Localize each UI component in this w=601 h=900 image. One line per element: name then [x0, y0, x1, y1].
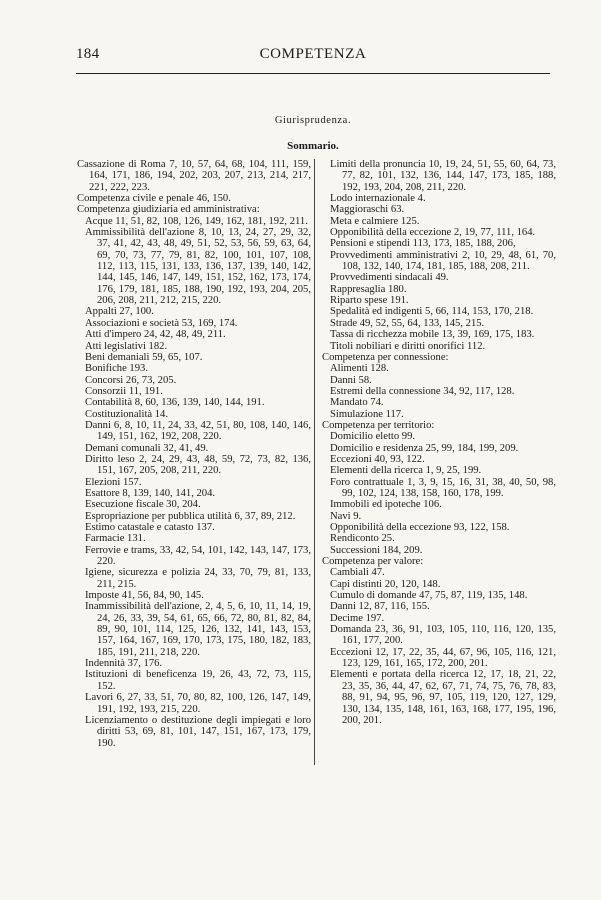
- index-entry: Farmacie 131.: [85, 533, 146, 545]
- index-entry: Atti legislativi 182.: [85, 340, 168, 352]
- left-column: [77, 159, 311, 749]
- index-entry: Beni demaniali 59, 65, 107.: [85, 351, 203, 363]
- column-divider: [314, 159, 315, 765]
- index-entry: Eccezioni 12, 17, 22, 35, 44, 67, 96, 105, 116, 121, 123, 129, 161, 165, 172, 200, 201.: [330, 646, 556, 670]
- index-entry: Alimenti 128.: [330, 363, 389, 375]
- index-entry: Associazioni e società 53, 169, 174.: [85, 317, 238, 329]
- index-entry: Meta e calmiere 125.: [330, 215, 420, 227]
- index-entry: Diritto leso 2, 24, 29, 43, 48, 59, 72, 73, 82, 136, 151, 167, 205, 208, 211, 220.: [85, 453, 311, 477]
- index-entry: Esattore 8, 139, 140, 141, 204.: [85, 487, 216, 499]
- index-entry: Esecuzione fiscale 30, 204.: [85, 499, 201, 511]
- index-entry: Ammissibilità dell'azione 8, 10, 13, 24, 27, 29, 32, 37, 41, 42, 43, 48, 49, 51, 52, 53, 56, 59, 63, 64, 69, 70, 73, 77, 79, 81, 82, 100, 101, 107, 108, 112, 113, 115, 131, 133, 136, 137, 139, 140, 142, 144, 145, 146, 147, 149, 151, 152, 162, 173, 174, 176, 179, 181, 185, 188, 190, 192, 193, 204, 205, 206, 208, 211, 212, 215, 220.: [85, 227, 311, 307]
- index-entry: Navi 9.: [330, 510, 362, 522]
- index-entry: Bonifiche 193.: [85, 363, 148, 375]
- index-entry: Capi distinti 20, 120, 148.: [330, 578, 441, 590]
- index-entry: Danni 58.: [330, 374, 372, 386]
- index-entry: Elementi della ricerca 1, 9, 25, 199.: [330, 465, 482, 477]
- index-entry: Opponibilità della eccezione 93, 122, 158.: [330, 522, 510, 533]
- index-heading: Competenza giudiziaria ed amministrativa:: [77, 204, 260, 216]
- index-entry: Provvedimenti amministrativi 2, 10, 29, 48, 61, 70, 108, 132, 140, 174, 181, 185, 188, 208, 211.: [330, 249, 556, 273]
- index-entry: Eccezioni 40, 93, 122.: [330, 453, 425, 465]
- index-entry: Domicilio eletto 99.: [330, 431, 416, 443]
- index-entry: Appalti 27, 100.: [85, 306, 154, 318]
- index-entry: Concorsi 26, 73, 205.: [85, 374, 177, 386]
- index-entry: Acque 11, 51, 82, 108, 126, 149, 162, 181, 192, 211.: [85, 215, 308, 227]
- index-entry: Lavori 6, 27, 33, 51, 70, 80, 82, 100, 126, 147, 149, 191, 192, 193, 215, 220.: [85, 692, 311, 715]
- index-entry: Maggioraschi 63.: [330, 204, 405, 216]
- index-entry: Indennità 37, 176.: [85, 658, 163, 670]
- index-entry: Elementi e portata della ricerca 12, 17, 18, 21, 22, 23, 35, 36, 44, 47, 62, 67, 71, 74, 75, 76, 78, 83, 88, 91, 94, 95, 96, 97, 105, 119, 120, 127, 129, 130, 134, 135, 148, 161, 163, 168, 177, 195, 196, 200, 201.: [330, 669, 556, 726]
- index-entry: Tassa di ricchezza mobile 13, 39, 169, 175, 183.: [330, 329, 535, 341]
- index-entry: Riparto spese 191.: [330, 295, 409, 307]
- index-entry: Lodo internazionale 4.: [330, 193, 426, 205]
- sommario-title: Sommario.: [287, 140, 339, 152]
- index-entry: Espropriazione per pubblica utilità 6, 37, 89, 212.: [85, 510, 296, 522]
- index-entry: Contabilità 8, 60, 136, 139, 140, 144, 191.: [85, 397, 265, 409]
- index-entry: Limiti della pronuncia 10, 19, 24, 51, 55, 60, 64, 73, 77, 82, 101, 132, 136, 144, 147, 173, 185, 188, 192, 193, 204, 208, 211, 220.: [330, 159, 556, 193]
- index-heading: Competenza civile e penale 46, 150.: [77, 193, 231, 205]
- index-entry: Strade 49, 52, 55, 64, 133, 145, 215.: [330, 317, 485, 329]
- index-entry: Cambiali 47.: [330, 567, 385, 579]
- index-entry: Provvedimenti sindacali 49.: [330, 272, 449, 284]
- index-entry: Inammissibilità dell'azione, 2, 4, 5, 6, 10, 11, 14, 19, 24, 26, 33, 39, 54, 61, 65, 66, 72, 80, 81, 82, 84, 89, 90, 101, 114, 125, 126, 132, 141, 143, 153, 157, 164, 167, 169, 170, 173, 175, 180, 182, 183, 185, 191, 211, 218, 220.: [85, 601, 311, 658]
- header-rule: [76, 73, 550, 74]
- index-entry: Immobili ed ipoteche 106.: [330, 499, 442, 511]
- index-entry: Opponibilità della eccezione 2, 19, 77, 111, 164.: [330, 227, 536, 239]
- index-entry: Cumulo di domande 47, 75, 87, 119, 135, 148.: [330, 590, 528, 602]
- index-entry: Costituzionalità 14.: [85, 408, 168, 420]
- index-entry: Pensioni e stipendi 113, 173, 185, 188, 206,: [330, 238, 516, 250]
- index-entry: Titoli nobiliari e diritti onorifici 112.: [330, 340, 486, 352]
- index-entry: Estremi della connessione 34, 92, 117, 128.: [330, 385, 515, 397]
- section-title: Giurisprudenza.: [274, 115, 352, 126]
- index-entry: Igiene, sicurezza e polizia 24, 33, 70, 79, 81, 133, 211, 215.: [85, 567, 311, 590]
- index-entry: Mandato 74.: [330, 397, 384, 409]
- index-entry: Successioni 184, 209.: [330, 544, 423, 556]
- index-entry: Ferrovie e trams, 33, 42, 54, 101, 142, 143, 147, 173, 220.: [85, 544, 311, 568]
- index-entry: Decime 197.: [330, 612, 385, 624]
- index-heading: Competenza per territorio:: [322, 419, 435, 431]
- index-entry: Simulazione 117.: [330, 408, 404, 420]
- index-entry: Domanda 23, 36, 91, 103, 105, 110, 116, 120, 135, 161, 177, 200.: [330, 624, 556, 647]
- index-entry: Elezioni 157.: [85, 476, 142, 488]
- index-entry: Rappresaglia 180.: [330, 283, 407, 295]
- index-entry: Foro contrattuale 1, 3, 9, 15, 16, 31, 38, 40, 50, 98, 99, 102, 124, 138, 158, 160, 178, 199.: [330, 476, 556, 499]
- page-number: 184: [76, 46, 100, 62]
- running-title: COMPETENZA: [259, 46, 367, 62]
- index-entry: Consorzii 11, 191.: [85, 385, 163, 397]
- page-header: [76, 46, 550, 68]
- index-entry: Domicilio e residenza 25, 99, 184, 199, 209.: [330, 442, 519, 454]
- index-entry: Danni 12, 87, 116, 155.: [330, 601, 430, 613]
- index-entry: Imposte 41, 56, 84, 90, 145.: [85, 590, 204, 602]
- index-entry: Demani comunali 32, 41, 49.: [85, 442, 209, 454]
- index-heading: Competenza per connessione:: [322, 351, 449, 363]
- index-heading: Competenza per valore:: [322, 556, 424, 568]
- index-entry: Estimo catastale e catasto 137.: [85, 522, 215, 533]
- right-column: [322, 159, 556, 726]
- index-entry: Danni 6, 8, 10, 11, 24, 33, 42, 51, 80, 108, 140, 146, 149, 151, 162, 192, 208, 220.: [85, 419, 311, 443]
- index-entry: Spedalità ed indigenti 5, 66, 114, 153, 170, 218.: [330, 306, 534, 318]
- index-entry: Istituzioni di beneficenza 19, 26, 43, 72, 73, 115, 152.: [85, 669, 311, 692]
- index-entry: Rendiconto 25.: [330, 533, 395, 545]
- index-entry: Atti d'impero 24, 42, 48, 49, 211.: [85, 329, 226, 341]
- index-heading: Cassazione di Roma 7, 10, 57, 64, 68, 104, 111, 159, 164, 171, 186, 194, 202, 203, 207, 213, 214, 217, 221, 222, 223.: [77, 159, 311, 193]
- index-entry: Licenziamento o destituzione degli impiegati e loro diritti 53, 69, 81, 101, 147, 151, 167, 173, 179, 190.: [85, 714, 311, 749]
